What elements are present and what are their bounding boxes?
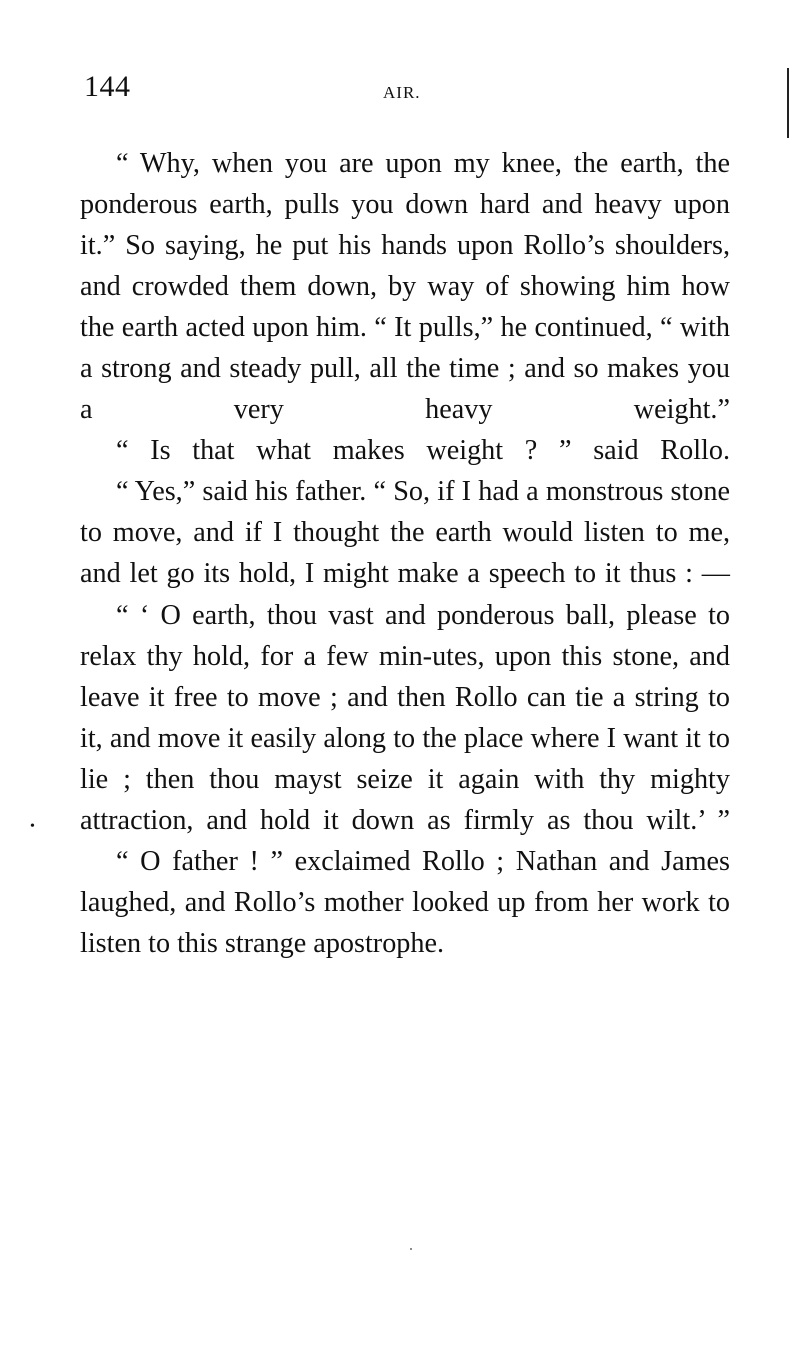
running-head: AIR. xyxy=(383,83,421,102)
page-edge-rule xyxy=(787,68,789,138)
paragraph-2: “ Is that what makes weight ? ” said Rollo. xyxy=(116,435,730,467)
paragraph-3: “ Yes,” said his father. “ So, if I had a monstrous stone to move, and if I thought the earth would listen to me, and let go its hold, I might make a speech to it thus : — xyxy=(80,476,730,590)
margin-mark: • xyxy=(30,819,35,834)
page-number: 144 xyxy=(84,70,131,103)
body-text xyxy=(80,143,730,964)
paragraph-1: “ Why, when you are upon my knee, the earth, the ponderous earth, pulls you down hard and heavy upon it.” So saying, he put his hands upon Rollo’s shoulders, and crowded them down, by way of showing him how the earth acted upon him. “ It pulls,” he continued, “ with a strong and steady pull, all the time ; and so makes you a very heavy weight.” xyxy=(80,148,730,426)
paragraph-4: “ ‘ O earth, thou vast and ponderous ball, please to relax thy hold, for a few min-utes, upon this stone, and leave it free to move ; and then Rollo can tie a string to it, and move it easily along to the place where I want it to lie ; then thou mayst seize it again with thy mighty attraction, and hold it down as firmly as thou wilt.’ ” xyxy=(80,599,730,836)
print-speck xyxy=(410,1248,412,1250)
paragraph-5: “ O father ! ” exclaimed Rollo ; Nathan and James laughed, and Rollo’s mother looked up from her work to listen to this strange apostrophe. xyxy=(80,845,730,959)
